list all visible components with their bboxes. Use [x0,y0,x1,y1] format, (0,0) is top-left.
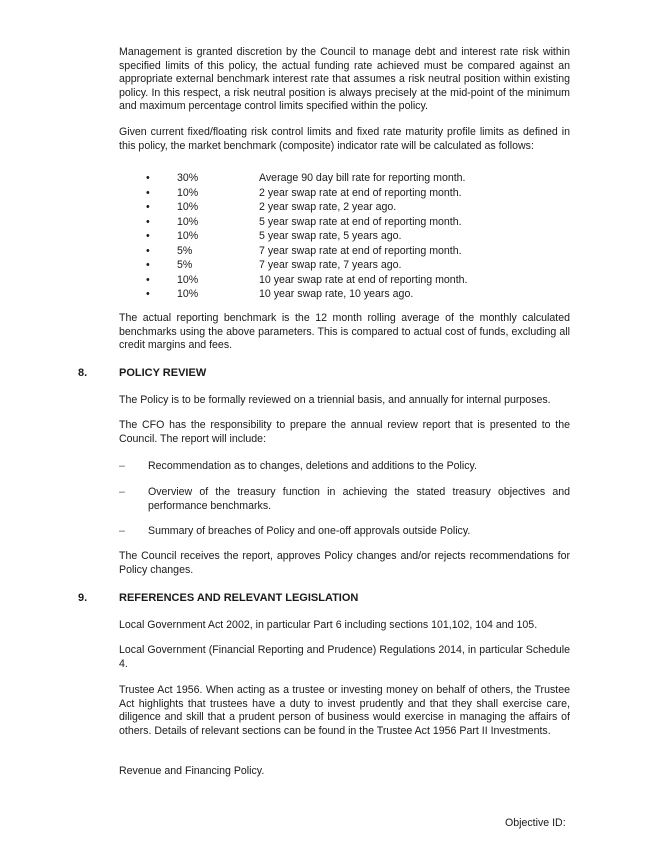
section-9-paragraph-4: Revenue and Financing Policy. [119,765,265,777]
intro-paragraph-2: Given current fixed/floating risk control limits and fixed rate maturity profile limits as defined in this policy, the market benchmark (composite) indicator rate will be calculated as follows: [119,126,570,152]
benchmark-description: Average 90 day bill rate for reporting month. [259,172,466,184]
intro-paragraph-3: The actual reporting benchmark is the 12 month rolling average of the monthly calculated benchmarks using the above parameters. This is compared to actual cost of funds, excluding all credit margins and fees. [119,312,570,351]
review-item: Recommendation as to changes, deletions and additions to the Policy. [148,460,478,472]
section-title: POLICY REVIEW [119,367,207,379]
benchmark-weight: 10% [177,201,199,213]
benchmark-description: 5 year swap rate, 5 years ago. [259,230,402,242]
bullet-icon: • [146,244,150,257]
benchmark-weight: 10% [177,215,199,228]
section-9-paragraph-2: Local Government (Financial Reporting and Prudence) Regulations 2014, in particular Schedule 4. [119,644,570,670]
benchmark-weight: 10% [177,186,199,199]
benchmark-weight: 30% [177,172,199,184]
bullet-icon: • [146,259,150,271]
bullet-icon: • [146,186,150,199]
benchmark-description: 7 year swap rate at end of reporting month. [259,244,462,257]
benchmark-weight: 10% [177,273,199,286]
intro-paragraph-1: Management is granted discretion by the Council to manage debt and interest rate risk within specified limits of this policy, the actual funding rate achieved must be compared against an appropriate external benchmark interest rate that assumes a risk neutral position within existing policy. In this respect, a risk neutral position is always precisely at the mid-point of the minimum and maximum percentage control limits specified within the policy. [119,46,570,112]
benchmark-description: 7 year swap rate, 7 years ago. [259,259,402,271]
dash-icon: – [119,525,125,537]
benchmark-description: 2 year swap rate at end of reporting month. [259,186,462,199]
benchmark-description: 5 year swap rate at end of reporting month. [259,215,462,228]
section-8-paragraph-3: The Council receives the report, approves Policy changes and/or rejects recommendations for Policy changes. [119,550,570,576]
bullet-icon: • [146,215,150,228]
benchmark-weight: 5% [177,259,193,271]
benchmark-weight: 5% [177,244,193,257]
bullet-icon: • [146,172,150,184]
benchmark-description: 10 year swap rate at end of reporting month. [259,273,468,286]
review-item: Summary of breaches of Policy and one-off approvals outside Policy. [148,525,471,537]
objective-id-label: Objective ID: [505,817,566,829]
section-number: 9. [78,592,88,604]
benchmark-description: 10 year swap rate, 10 years ago. [259,288,414,300]
bullet-icon: • [146,288,150,300]
section-number: 8. [78,367,88,379]
section-8-paragraph-1: The Policy is to be formally reviewed on a triennial basis, and annually for internal purposes. [119,394,551,406]
dash-icon: – [119,486,125,498]
bullet-icon: • [146,201,150,213]
benchmark-weight: 10% [177,230,199,242]
section-title: REFERENCES AND RELEVANT LEGISLATION [119,592,359,604]
review-item: Overview of the treasury function in achieving the stated treasury objectives and performance benchmarks. [148,486,570,512]
section-9-paragraph-1: Local Government Act 2002, in particular Part 6 including sections 101,102, 104 and 105. [119,619,538,631]
bullet-icon: • [146,230,150,242]
section-9-paragraph-3: Trustee Act 1956. When acting as a trustee or investing money on behalf of others, the Trustee Act highlights that trustees have a duty to invest prudently and that they shall exercise care, diligence and skill that a prudent person of business would exercise in managing the affairs of others. Details of relevant sections can be found in the Trustee Act 1956 Part II Investments. [119,684,570,737]
benchmark-description: 2 year swap rate, 2 year ago. [259,201,397,213]
dash-icon: – [119,460,125,472]
benchmark-weight: 10% [177,288,199,300]
bullet-icon: • [146,273,150,286]
section-8-paragraph-2: The CFO has the responsibility to prepare the annual review report that is presented to the Council. The report will include: [119,419,570,445]
